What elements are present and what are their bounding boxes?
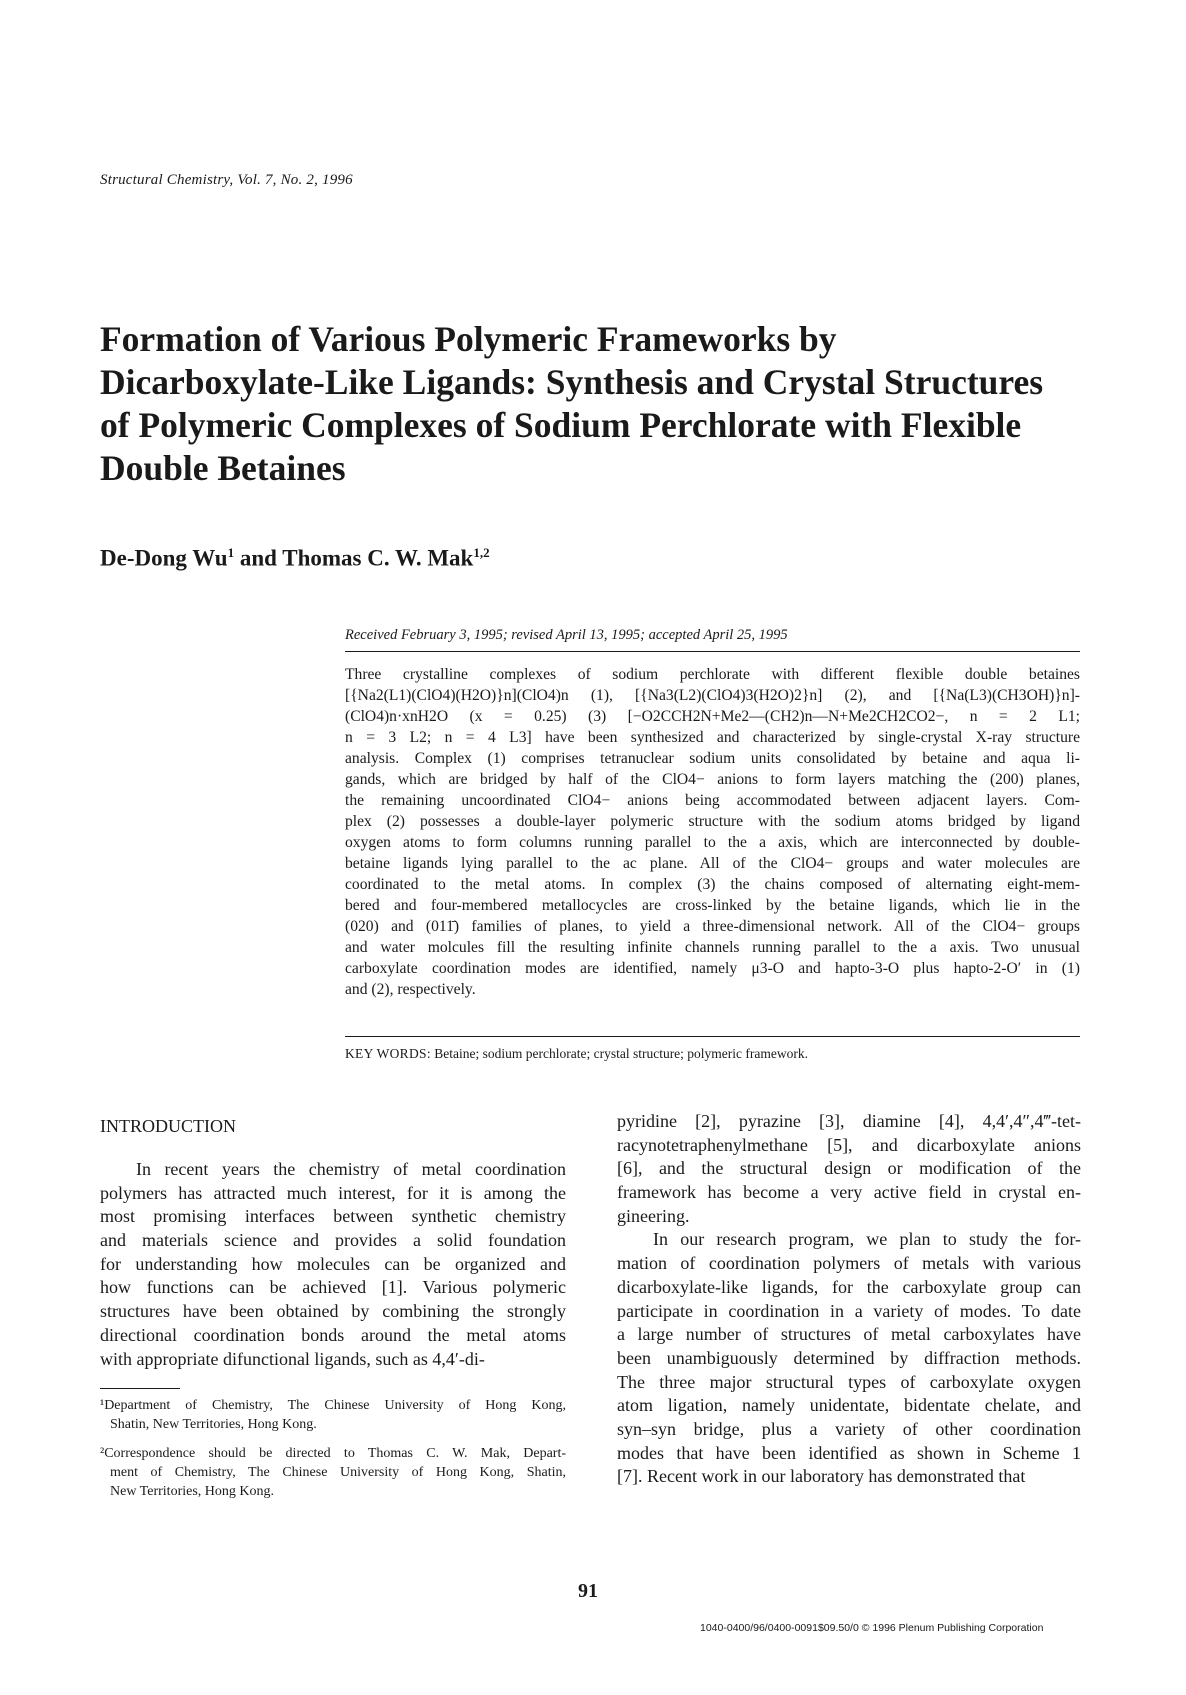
affiliation-mark: 1,2 bbox=[473, 545, 490, 560]
text-line: carboxylate coordination modes are identified, namely μ3-O and hapto-3-O plus hapto-2-O′ in (1) bbox=[345, 960, 1080, 977]
text-line: modes that have been identified as shown in Scheme 1 bbox=[617, 1442, 1081, 1463]
title-line: Double Betaines bbox=[100, 448, 346, 488]
text-line: and water molcules fill the resulting infinite channels running parallel to the a axis. Two unusual bbox=[345, 939, 1080, 956]
text-line: framework has become a very active field in crystal en- bbox=[617, 1182, 1081, 1203]
text-line: participate in coordination in a variety of modes. To date bbox=[617, 1300, 1081, 1321]
footnote-line: ment of Chemistry, The Chinese University of Hong Kong, Shatin, bbox=[110, 1465, 566, 1480]
text-line: coordinated to the metal atoms. In complex (3) the chains composed of alternating eight-mem- bbox=[345, 876, 1080, 893]
text-line: [{Na2(L1)(ClO4)(H2O)}n](ClO4)n (1), [{Na3(L2)(ClO4)3(H2O)2}n] (2), and [{Na(L3)(CH3OH)}n]- bbox=[345, 687, 1080, 704]
text-line: dicarboxylate-like ligands, for the carboxylate group can bbox=[617, 1276, 1081, 1297]
author-list bbox=[100, 545, 490, 572]
keywords-text: Betaine; sodium perchlorate; crystal structure; polymeric framework. bbox=[434, 1046, 809, 1061]
keywords-label: KEY WORDS: bbox=[345, 1046, 431, 1061]
text-line: Three crystalline complexes of sodium perchlorate with different flexible double betaines bbox=[345, 666, 1080, 683]
text-line: structures have been obtained by combining the strongly bbox=[100, 1301, 566, 1322]
footnote-1 bbox=[100, 1396, 566, 1434]
text-line: for understanding how molecules can be organized and bbox=[100, 1253, 566, 1274]
text-line: gands, which are bridged by half of the ClO4− anions to form layers matching the (200) planes, bbox=[345, 771, 1080, 788]
footnote-line: New Territories, Hong Kong. bbox=[110, 1484, 275, 1499]
text-line: the remaining uncoordinated ClO4− anions being accommodated between adjacent layers. Com- bbox=[345, 792, 1080, 809]
footnote-2 bbox=[100, 1444, 566, 1501]
journal-citation: Structural Chemistry, Vol. 7, No. 2, 1996 bbox=[100, 172, 353, 188]
text-line: syn–syn bridge, plus a variety of other coordination bbox=[617, 1418, 1081, 1439]
received-dates: Received February 3, 1995; revised April 13, 1995; accepted April 25, 1995 bbox=[345, 627, 788, 643]
text-line: mation of coordination polymers of metals with various bbox=[617, 1253, 1081, 1274]
text-line: racynotetraphenylmethane [5], and dicarboxylate anions bbox=[617, 1134, 1081, 1155]
text-line: polymers has attracted much interest, for it is among the bbox=[100, 1182, 566, 1203]
text-line: a large number of structures of metal carboxylates have bbox=[617, 1324, 1081, 1345]
text-line: atom ligation, namely unidentate, bidentate chelate, and bbox=[617, 1395, 1081, 1416]
author-name: De-Dong Wu bbox=[100, 545, 228, 571]
text-line: [7]. Recent work in our laboratory has demonstrated that bbox=[617, 1466, 1026, 1487]
text-line: (ClO4)n·xnH2O (x = 0.25) (3) [−O2CCH2N+Me2—(CH2)n—N+Me2CH2CO2−, n = 2 L1; bbox=[345, 708, 1080, 725]
footnote-line: ¹Department of Chemistry, The Chinese University of Hong Kong, bbox=[100, 1398, 566, 1413]
text-line: analysis. Complex (1) comprises tetranuclear sodium units consolidated by betaine and aqua li- bbox=[345, 750, 1080, 767]
text-line: how functions can be achieved [1]. Various polymeric bbox=[100, 1277, 566, 1298]
page-number: 91 bbox=[578, 1580, 598, 1602]
abstract bbox=[345, 664, 1080, 1000]
abstract-bottom-rule bbox=[345, 1036, 1080, 1037]
paper-title bbox=[100, 318, 1080, 490]
left-column-text bbox=[100, 1158, 566, 1371]
text-line: most promising interfaces between synthetic chemistry bbox=[100, 1206, 566, 1227]
abstract-top-rule bbox=[345, 651, 1080, 652]
text-line: bered and four-membered metallocycles are cross-linked by the betaine ligands, which lie in the bbox=[345, 897, 1080, 914]
text-line: n = 3 L2; n = 4 L3] have been synthesized and characterized by single-crystal X-ray structure bbox=[345, 729, 1080, 746]
copyright-line: 1040-0400/96/0400-0091$09.50/0 © 1996 Plenum Publishing Corporation bbox=[700, 1622, 1044, 1634]
text-line: and (2), respectively. bbox=[345, 981, 476, 998]
text-line: gineering. bbox=[617, 1205, 690, 1226]
author-conjunction: and bbox=[234, 545, 283, 571]
right-column-text bbox=[617, 1110, 1081, 1489]
footnote-line: ²Correspondence should be directed to Thomas C. W. Mak, Depart- bbox=[100, 1446, 566, 1461]
text-line: [6], and the structural design or modification of the bbox=[617, 1158, 1081, 1179]
keywords bbox=[345, 1046, 808, 1062]
text-line: and materials science and provides a solid foundation bbox=[100, 1230, 566, 1251]
author-name: Thomas C. W. Mak bbox=[282, 545, 474, 571]
title-line: Dicarboxylate-Like Ligands: Synthesis and Crystal Structures bbox=[100, 362, 1044, 402]
text-line: pyridine [2], pyrazine [3], diamine [4], 4,4′,4″,4‴-tet- bbox=[617, 1111, 1081, 1131]
text-line: In our research program, we plan to study the for- bbox=[653, 1229, 1081, 1250]
text-line: betaine ligands lying parallel to the ac plane. All of the ClO4− groups and water molecules are bbox=[345, 855, 1080, 872]
text-line: (020) and (011̄) families of planes, to yield a three-dimensional network. All of the ClO4− groups bbox=[345, 918, 1080, 935]
text-line: directional coordination bonds around the metal atoms bbox=[100, 1324, 566, 1345]
footnote-line: Shatin, New Territories, Hong Kong. bbox=[110, 1417, 317, 1432]
section-heading-introduction: INTRODUCTION bbox=[100, 1116, 236, 1136]
text-line: The three major structural types of carboxylate oxygen bbox=[617, 1371, 1081, 1392]
text-line: been unambiguously determined by diffraction methods. bbox=[617, 1347, 1081, 1368]
text-line: oxygen atoms to form columns running parallel to the a axis, which are interconnected by double- bbox=[345, 834, 1080, 851]
text-line: plex (2) possesses a double-layer polymeric structure with the sodium atoms bridged by ligand bbox=[345, 813, 1080, 830]
footnote-rule bbox=[100, 1388, 180, 1389]
affiliation-mark: 1 bbox=[227, 545, 235, 560]
text-line: In recent years the chemistry of metal coordination bbox=[136, 1159, 566, 1179]
title-line: Formation of Various Polymeric Frameworks by bbox=[100, 319, 837, 359]
text-line: with appropriate difunctional ligands, such as 4,4′-di- bbox=[100, 1348, 485, 1369]
title-line: of Polymeric Complexes of Sodium Perchlorate with Flexible bbox=[100, 405, 1022, 445]
